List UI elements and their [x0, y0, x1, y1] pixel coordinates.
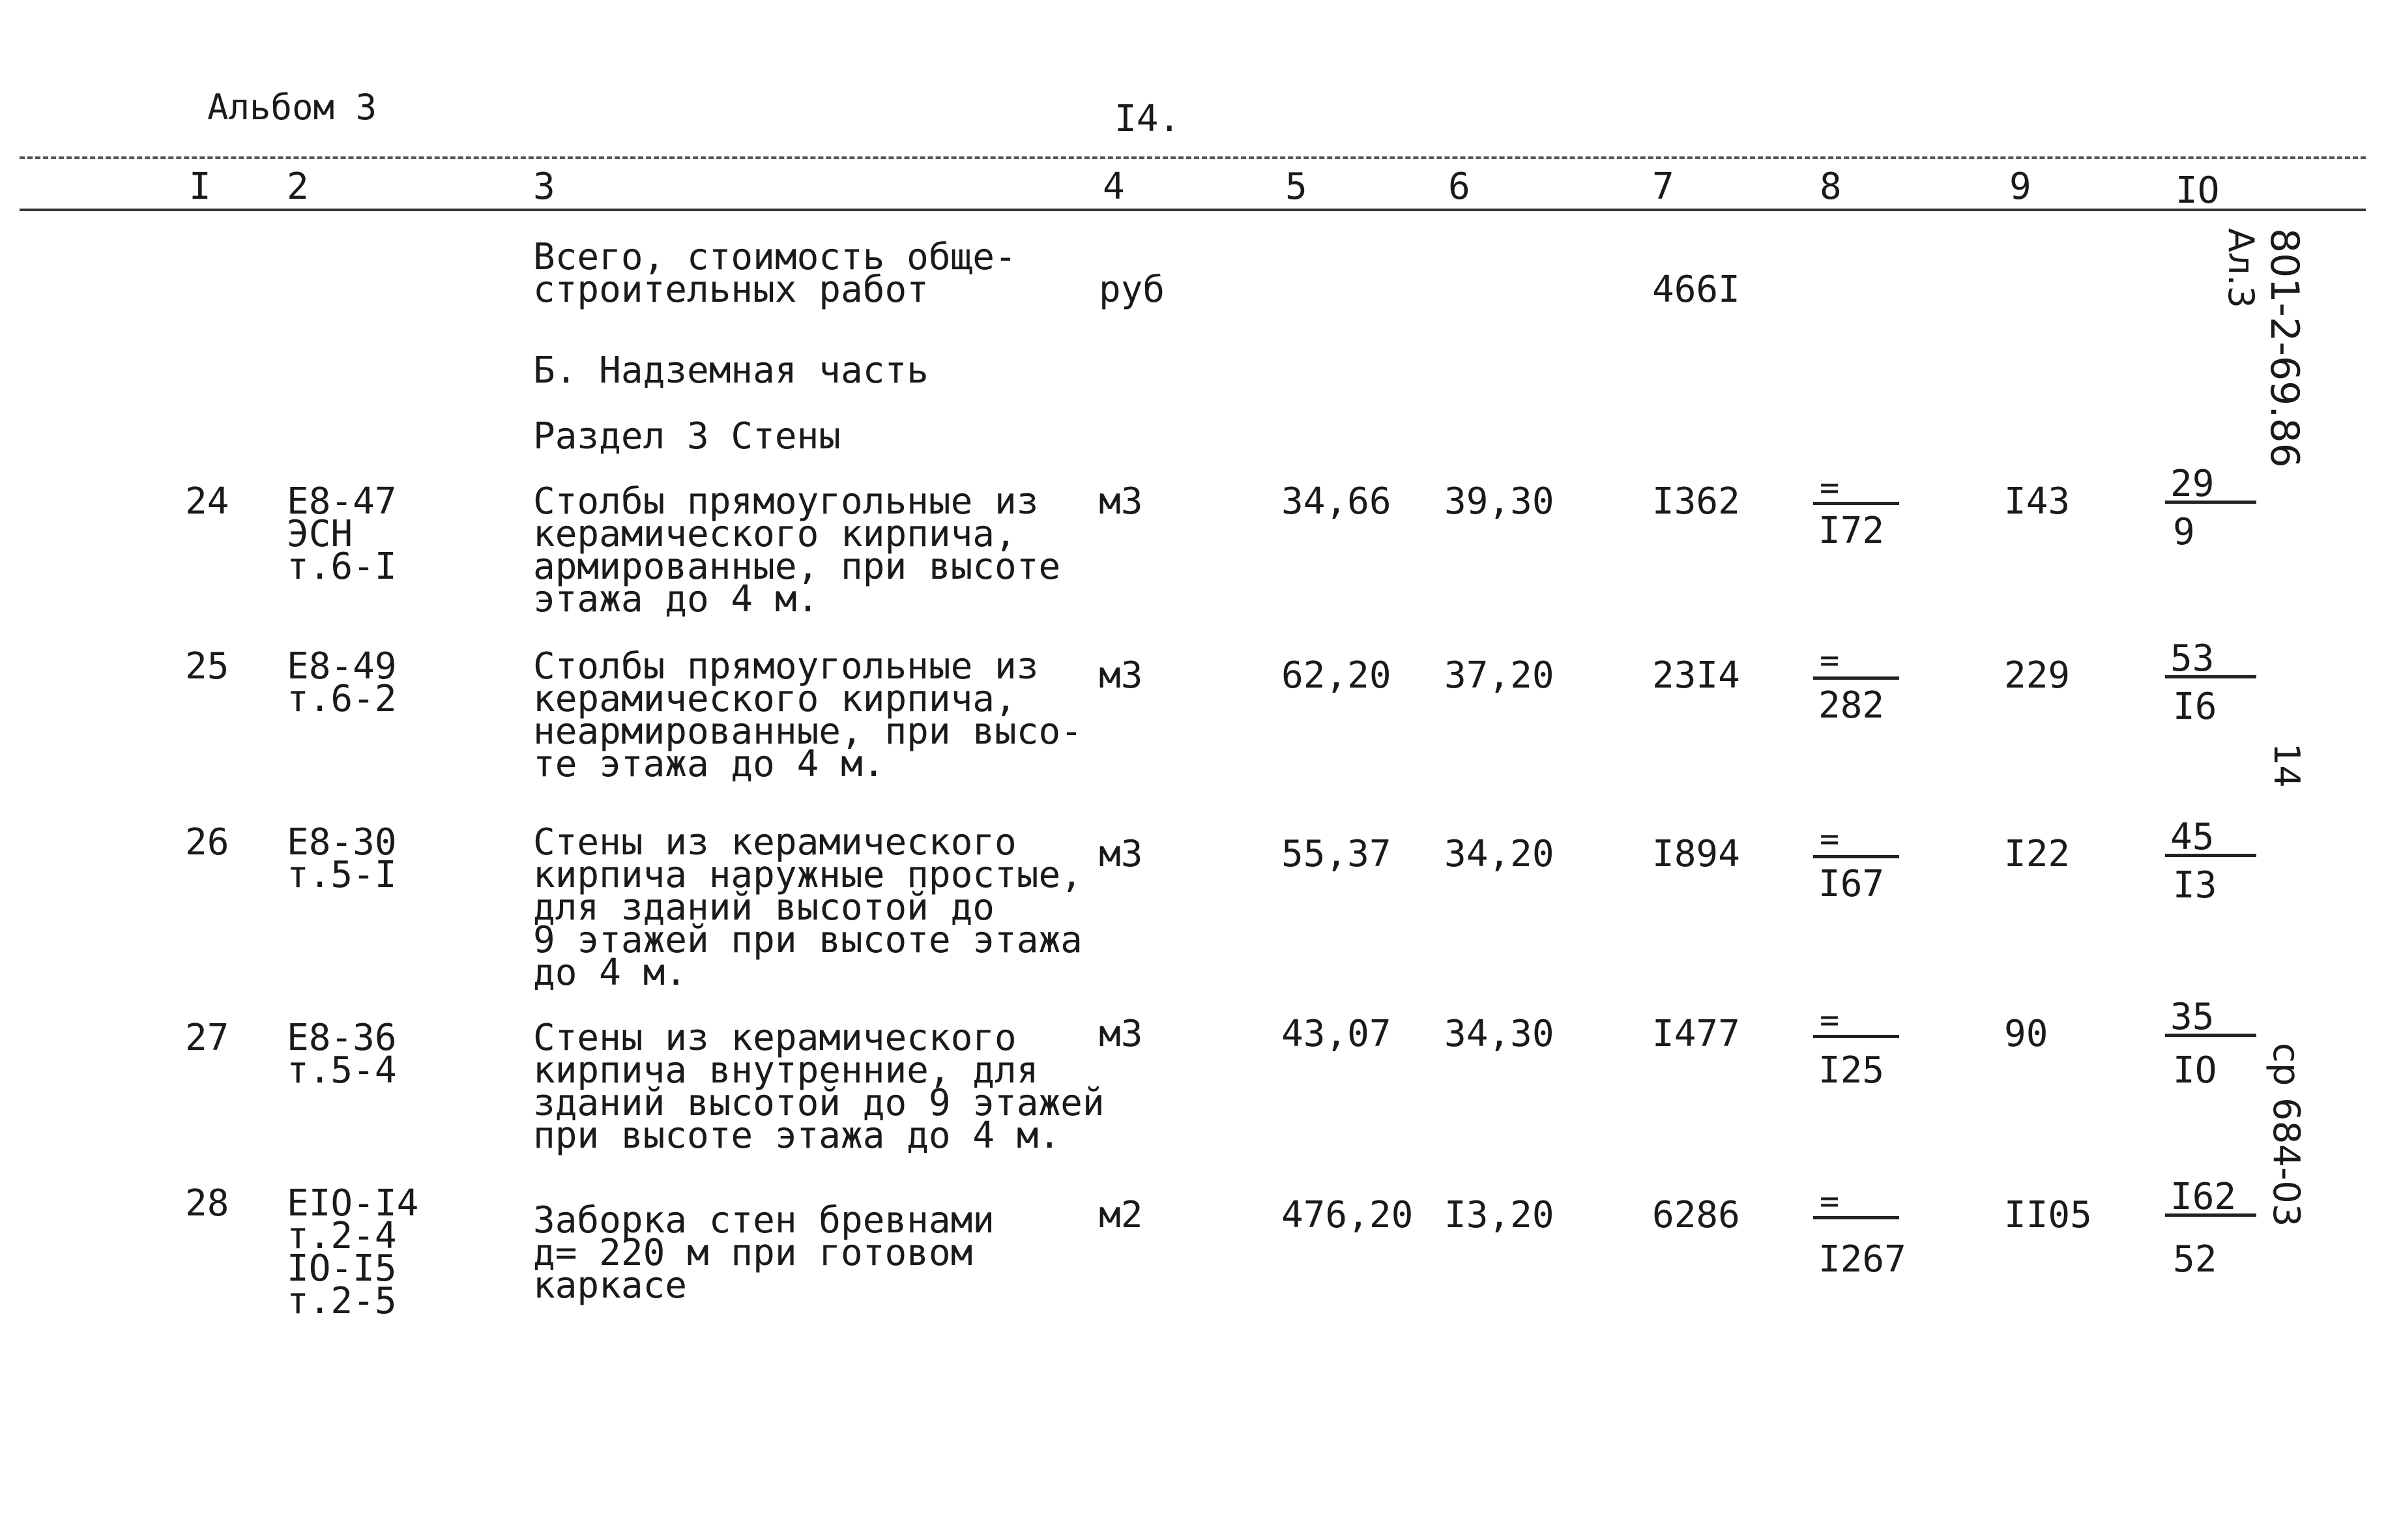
page-number: I4. — [1114, 98, 1181, 140]
row-desc-line: Столбы прямоугольные из — [533, 480, 1039, 523]
row-code-line: т.2-5 — [287, 1280, 397, 1322]
fraction-bar — [2165, 854, 2256, 857]
fraction-bar — [1813, 1035, 1899, 1038]
row-col5: 476,20 — [1281, 1194, 1414, 1236]
razdel-heading: Раздел 3 Стены — [533, 415, 841, 458]
fraction-bar — [2165, 1213, 2256, 1217]
row-col8-top: = — [1820, 820, 1840, 858]
row-col10-top: 29 — [2170, 463, 2215, 505]
row-col10-bottom: I6 — [2173, 686, 2217, 728]
row-desc-line: зданий высотой до 9 этажей — [533, 1082, 1105, 1124]
row-col8-top: = — [1820, 1001, 1840, 1039]
col-header-6: 6 — [1448, 166, 1470, 208]
col-header-5: 5 — [1285, 166, 1307, 208]
row-desc-line: кирпича внутренние, для — [533, 1049, 1039, 1092]
row-desc-line: Стены из керамического — [533, 1017, 1017, 1059]
row-desc-line: до 4 м. — [533, 952, 688, 994]
col-header-2: 2 — [287, 166, 309, 208]
row-col5: 55,37 — [1281, 833, 1391, 875]
row-unit: м3 — [1099, 654, 1143, 697]
row-col5: 62,20 — [1281, 654, 1391, 697]
row-code-line: Е8-36 — [287, 1017, 397, 1059]
row-code-line: ЭСН — [287, 513, 353, 555]
row-col8-bottom: I25 — [1818, 1049, 1885, 1092]
album-label: Альбом 3 — [207, 87, 377, 128]
row-unit: м3 — [1099, 833, 1143, 875]
row-col7: I477 — [1652, 1013, 1740, 1055]
margin-album-short: Ал.3 — [2220, 228, 2262, 308]
row-desc-line: 9 этажей при высоте этажа — [533, 919, 1083, 961]
row-col10-top: 35 — [2170, 996, 2215, 1038]
row-col8-top: = — [1820, 1182, 1840, 1220]
row-col10-top: I62 — [2170, 1176, 2237, 1218]
row-col10-top: 53 — [2170, 637, 2215, 680]
margin-page-mark: 14 — [2266, 743, 2307, 788]
fraction-bar — [2165, 675, 2256, 678]
row-col6: 34,30 — [1444, 1013, 1554, 1055]
row-col8-bottom: 282 — [1818, 684, 1885, 727]
row-col5: 43,07 — [1281, 1013, 1391, 1055]
row-code-line: т.6-2 — [287, 678, 397, 720]
summary-label-line1: Всего, стоимость обще- — [533, 236, 1017, 278]
row-col6: 39,30 — [1444, 480, 1554, 523]
section-b-heading: Б. Надземная часть — [533, 349, 929, 392]
row-number: 25 — [185, 645, 229, 688]
row-desc-line: д= 220 м при готовом — [533, 1232, 973, 1274]
col-header-1: I — [189, 166, 211, 208]
row-code-line: IO-I5 — [287, 1247, 397, 1290]
fraction-bar — [2165, 1034, 2256, 1037]
fraction-bar — [1813, 502, 1899, 505]
row-number: 26 — [185, 821, 229, 864]
row-col8-top: = — [1820, 469, 1840, 506]
row-col7: 6286 — [1652, 1194, 1740, 1236]
summary-total: 466I — [1652, 269, 1740, 311]
row-col8-top: = — [1820, 641, 1840, 679]
row-col10-top: 45 — [2170, 816, 2215, 858]
row-desc-line: керамического кирпича, — [533, 513, 1017, 555]
col-header-8: 8 — [1820, 166, 1842, 208]
row-unit: м2 — [1099, 1194, 1143, 1236]
row-col5: 34,66 — [1281, 480, 1391, 523]
row-desc-line: этажа до 4 м. — [533, 578, 819, 620]
row-col6: 37,20 — [1444, 654, 1554, 697]
row-unit: м3 — [1099, 480, 1143, 523]
row-number: 27 — [185, 1017, 229, 1059]
row-desc-line: неармированные, при высо- — [533, 710, 1083, 753]
row-col8-bottom: I267 — [1818, 1238, 1906, 1281]
col-header-9: 9 — [2009, 166, 2031, 208]
row-code-line: Е8-47 — [287, 480, 397, 523]
margin-doc-code: 801-2-69.86 — [2262, 228, 2307, 468]
row-desc-line: Заборка стен бревнами — [533, 1199, 995, 1242]
row-col7: I894 — [1652, 833, 1740, 875]
row-desc-line: каркасе — [533, 1264, 688, 1307]
row-col10-bottom: 52 — [2173, 1238, 2217, 1281]
col-header-10: IO — [2175, 169, 2220, 212]
row-desc-line: Стены из керамического — [533, 821, 1017, 864]
row-col10-bottom: I3 — [2173, 864, 2217, 907]
row-unit: м3 — [1099, 1013, 1143, 1055]
row-col7: I362 — [1652, 480, 1740, 523]
row-col9: II05 — [2004, 1194, 2092, 1236]
summary-unit: руб — [1099, 269, 1165, 311]
row-code-line: Е8-30 — [287, 821, 397, 864]
row-col9: 90 — [2004, 1013, 2048, 1055]
row-desc-line: те этажа до 4 м. — [533, 743, 885, 785]
row-col8-bottom: I72 — [1818, 510, 1885, 552]
row-col9: I22 — [2004, 833, 2071, 875]
row-desc-line: керамического кирпича, — [533, 678, 1017, 720]
row-code-line: т.5-I — [287, 854, 397, 896]
row-number: 24 — [185, 480, 229, 523]
fraction-bar — [1813, 676, 1899, 680]
col-header-7: 7 — [1652, 166, 1674, 208]
summary-label-line2: строительных работ — [533, 269, 929, 311]
row-col9: I43 — [2004, 480, 2071, 523]
fraction-bar — [1813, 855, 1899, 858]
header-top-rule — [20, 156, 2366, 159]
margin-inventory: ср 684-03 — [2265, 1043, 2307, 1227]
fraction-bar — [1813, 1216, 1899, 1219]
row-col6: I3,20 — [1444, 1194, 1554, 1236]
row-col9: 229 — [2004, 654, 2071, 697]
col-header-4: 4 — [1103, 166, 1125, 208]
row-desc-line: армированные, при высоте — [533, 545, 1061, 588]
row-desc-line: при высоте этажа до 4 м. — [533, 1114, 1061, 1157]
row-desc-line: кирпича наружные простые, — [533, 854, 1083, 896]
row-code-line: ЕIO-I4 — [287, 1182, 419, 1225]
row-col6: 34,20 — [1444, 833, 1554, 875]
row-col8-bottom: I67 — [1818, 863, 1885, 905]
row-col10-bottom: 9 — [2173, 511, 2195, 553]
row-col7: 23I4 — [1652, 654, 1740, 697]
row-number: 28 — [185, 1182, 229, 1225]
row-code-line: т.6-I — [287, 545, 397, 588]
row-desc-line: для зданий высотой до — [533, 886, 995, 929]
col-header-3: 3 — [533, 166, 555, 208]
row-code-line: т.5-4 — [287, 1049, 397, 1092]
fraction-bar — [2165, 501, 2256, 504]
row-desc-line: Столбы прямоугольные из — [533, 645, 1039, 688]
header-bottom-rule — [20, 209, 2366, 211]
row-col10-bottom: IO — [2173, 1049, 2217, 1092]
row-code-line: т.2-4 — [287, 1215, 397, 1257]
row-code-line: Е8-49 — [287, 645, 397, 688]
